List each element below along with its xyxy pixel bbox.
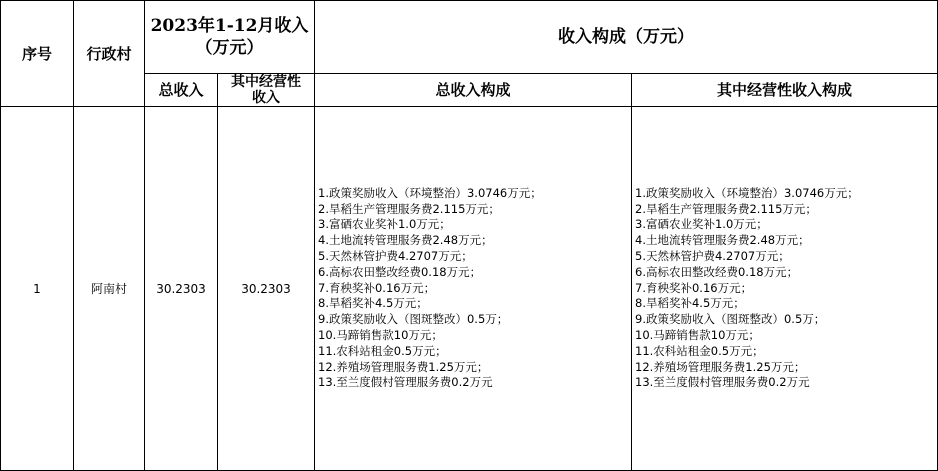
header-village: 行政村: [74, 1, 145, 107]
cell-village: 阿南村: [74, 107, 145, 471]
list-item: 7.育秧奖补0.16万元；: [318, 280, 436, 295]
cell-seq: 1: [1, 107, 74, 471]
list-item: 11.农科站租金0.5万元；: [635, 343, 764, 358]
list-item: 12.养殖场管理服务费1.25万元；: [635, 359, 806, 374]
cell-operating-income: 30.2303: [218, 107, 315, 471]
list-item: 2.旱稻生产管理服务费2.115万元；: [318, 201, 500, 216]
header-period: [145, 1, 315, 74]
list-item: 1.政策奖励收入（环境整治）3.0746万元；: [318, 185, 542, 200]
list-item: 12.养殖场管理服务费1.25万元；: [318, 359, 489, 374]
list-item: 4.土地流转管理服务费2.48万元；: [635, 233, 810, 248]
list-item: 9.政策奖励收入（图斑整改）0.5万；: [318, 312, 509, 327]
list-item: 3.富硒农业奖补1.0万元；: [635, 217, 768, 232]
list-item: 13.至兰度假村管理服务费0.2万元: [635, 375, 810, 390]
table-row: [1, 107, 938, 471]
operating-composition-list: [632, 186, 937, 391]
list-item: 5.天然林管护费4.2707万元；: [635, 249, 790, 263]
list-item: 3.富硒农业奖补1.0万元；: [318, 217, 451, 232]
header-operating-composition: 其中经营性收入构成: [632, 74, 938, 107]
list-item: 1.政策奖励收入（环境整治）3.0746万元；: [635, 185, 859, 200]
cell-operating-composition: [632, 107, 938, 471]
list-item: 5.天然林管护费4.2707万元；: [318, 249, 473, 263]
header-total-income: 总收入: [145, 74, 218, 107]
cell-total-income: 30.2303: [145, 107, 218, 471]
list-item: 10.马蹄销售款10万元；: [318, 327, 443, 342]
total-composition-list: [315, 186, 631, 391]
list-item: 4.土地流转管理服务费2.48万元；: [318, 233, 493, 248]
header-operating-income-line2: 收入: [252, 90, 280, 106]
header-period-line2: （万元）: [195, 38, 264, 58]
list-item: 13.至兰度假村管理服务费0.2万元: [318, 375, 493, 390]
header-total-composition: 总收入构成: [315, 74, 632, 107]
header-seq: 序号: [1, 1, 74, 107]
header-period-line1: 2023年1-12月收入: [150, 16, 309, 36]
header-operating-income-line1: 其中经营性: [231, 74, 301, 90]
list-item: 8.旱稻奖补4.5万元；: [635, 296, 745, 311]
list-item: 10.马蹄销售款10万元；: [635, 327, 760, 342]
list-item: 11.农科站租金0.5万元；: [318, 343, 447, 358]
list-item: 6.高标农田整改经费0.18万元；: [318, 264, 482, 279]
list-item: 8.旱稻奖补4.5万元；: [318, 296, 428, 311]
header-operating-income: [218, 74, 315, 107]
list-item: 7.育秧奖补0.16万元；: [635, 280, 753, 295]
list-item: 6.高标农田整改经费0.18万元；: [635, 264, 799, 279]
cell-total-composition: [315, 107, 632, 471]
header-composition: 收入构成（万元）: [315, 1, 938, 74]
list-item: 2.旱稻生产管理服务费2.115万元；: [635, 201, 817, 216]
list-item: 9.政策奖励收入（图斑整改）0.5万；: [635, 312, 826, 327]
